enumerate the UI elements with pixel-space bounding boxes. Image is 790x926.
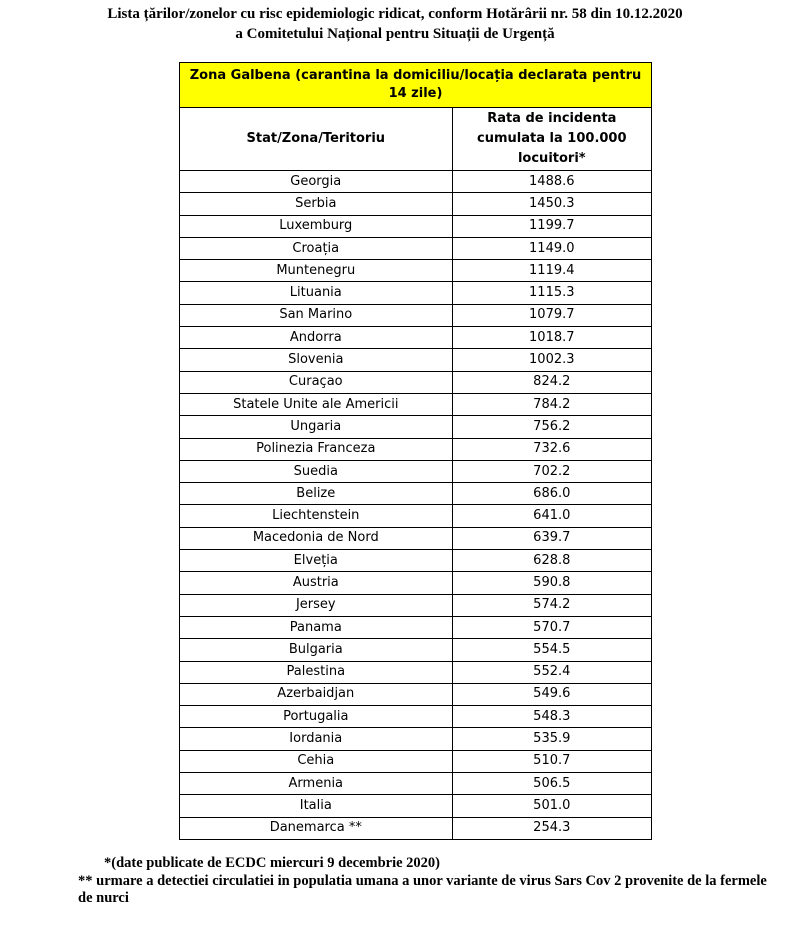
- rate-cell: 549.6: [452, 683, 651, 705]
- rate-cell: 501.0: [452, 795, 651, 817]
- country-cell: Iordania: [180, 728, 453, 750]
- country-cell: Georgia: [180, 171, 453, 193]
- rate-cell: 732.6: [452, 438, 651, 460]
- title-line-1: Lista țărilor/zonelor cu risc epidemiologic ridicat, conform Hotărârii nr. 58 din 10.12.2020: [107, 6, 683, 22]
- rate-cell: 552.4: [452, 661, 651, 683]
- table-row: [180, 661, 652, 683]
- rate-cell: 1119.4: [452, 260, 651, 282]
- table-row: [180, 282, 652, 304]
- rate-cell: 574.2: [452, 594, 651, 616]
- table-row: [180, 438, 652, 460]
- rate-cell: 510.7: [452, 750, 651, 772]
- rate-cell: 824.2: [452, 371, 651, 393]
- title-line-2: a Comitetului Național pentru Situații de Urgență: [235, 26, 555, 42]
- country-cell: Curaçao: [180, 371, 453, 393]
- risk-countries-table: [179, 62, 652, 840]
- rate-cell: 756.2: [452, 416, 651, 438]
- country-cell: Armenia: [180, 773, 453, 795]
- country-cell: San Marino: [180, 304, 453, 326]
- rate-cell: 1115.3: [452, 282, 651, 304]
- country-cell: Belize: [180, 483, 453, 505]
- country-cell: Danemarca **: [180, 817, 453, 839]
- table-row: [180, 639, 652, 661]
- table-row: [180, 706, 652, 728]
- country-cell: Suedia: [180, 460, 453, 482]
- rate-cell: 254.3: [452, 817, 651, 839]
- rate-cell: 639.7: [452, 527, 651, 549]
- table-row: [180, 773, 652, 795]
- country-cell: Serbia: [180, 193, 453, 215]
- rate-cell: 1018.7: [452, 327, 651, 349]
- rate-cell: 590.8: [452, 572, 651, 594]
- rate-cell: 554.5: [452, 639, 651, 661]
- table-row: [180, 193, 652, 215]
- country-cell: Palestina: [180, 661, 453, 683]
- country-cell: Cehia: [180, 750, 453, 772]
- country-cell: Elveția: [180, 550, 453, 572]
- country-cell: Polinezia Franceza: [180, 438, 453, 460]
- rate-cell: 1079.7: [452, 304, 651, 326]
- footnotes: [78, 855, 768, 908]
- table-row: [180, 594, 652, 616]
- rate-cell: 535.9: [452, 728, 651, 750]
- country-cell: Austria: [180, 572, 453, 594]
- table-row: [180, 416, 652, 438]
- table-row: [180, 304, 652, 326]
- table-row: [180, 237, 652, 259]
- rate-cell: 1450.3: [452, 193, 651, 215]
- table-row: [180, 527, 652, 549]
- table-row: [180, 483, 652, 505]
- table-row: [180, 327, 652, 349]
- rate-cell: 548.3: [452, 706, 651, 728]
- table-row: [180, 817, 652, 839]
- country-cell: Macedonia de Nord: [180, 527, 453, 549]
- table-row: [180, 750, 652, 772]
- rate-cell: 641.0: [452, 505, 651, 527]
- table-body: [180, 171, 652, 840]
- rate-cell: 628.8: [452, 550, 651, 572]
- rate-cell: 1149.0: [452, 237, 651, 259]
- table-row: [180, 171, 652, 193]
- table-row: [180, 393, 652, 415]
- country-column-header: Stat/Zona/Teritoriu: [180, 108, 453, 171]
- country-cell: Bulgaria: [180, 639, 453, 661]
- table-row: [180, 260, 652, 282]
- table-row: [180, 349, 652, 371]
- rate-column-header: Rata de incidenta cumulata la 100.000 locuitori*: [452, 108, 651, 171]
- country-cell: Liechtenstein: [180, 505, 453, 527]
- rate-cell: 784.2: [452, 393, 651, 415]
- table-row: [180, 460, 652, 482]
- footnote-mink-variant: ** urmare a detectiei circulatiei in populatia umana a unor variante de virus Sars Cov 2 provenite de la fermele de nurci: [78, 872, 767, 906]
- table-row: [180, 371, 652, 393]
- rate-cell: 506.5: [452, 773, 651, 795]
- rate-cell: 1199.7: [452, 215, 651, 237]
- rate-cell: 1488.6: [452, 171, 651, 193]
- country-cell: Croația: [180, 237, 453, 259]
- country-cell: Italia: [180, 795, 453, 817]
- country-cell: Slovenia: [180, 349, 453, 371]
- rate-cell: 1002.3: [452, 349, 651, 371]
- table-row: [180, 728, 652, 750]
- rate-cell: 570.7: [452, 616, 651, 638]
- table-row: [180, 795, 652, 817]
- country-cell: Andorra: [180, 327, 453, 349]
- rate-cell: 702.2: [452, 460, 651, 482]
- country-cell: Portugalia: [180, 706, 453, 728]
- table-row: [180, 616, 652, 638]
- rate-cell: 686.0: [452, 483, 651, 505]
- yellow-zone-header: Zona Galbena (carantina la domiciliu/locația declarata pentru 14 zile): [180, 63, 652, 108]
- country-cell: Ungaria: [180, 416, 453, 438]
- country-cell: Azerbaidjan: [180, 683, 453, 705]
- document-title: [0, 4, 790, 44]
- country-cell: Statele Unite ale Americii: [180, 393, 453, 415]
- country-cell: Lituania: [180, 282, 453, 304]
- country-cell: Muntenegru: [180, 260, 453, 282]
- table-row: [180, 505, 652, 527]
- table-row: [180, 215, 652, 237]
- footnote-ecdc: *(date publicate de ECDC miercuri 9 decembrie 2020): [104, 855, 440, 871]
- country-cell: Luxemburg: [180, 215, 453, 237]
- country-cell: Jersey: [180, 594, 453, 616]
- table-row: [180, 572, 652, 594]
- table-row: [180, 550, 652, 572]
- country-cell: Panama: [180, 616, 453, 638]
- table-row: [180, 683, 652, 705]
